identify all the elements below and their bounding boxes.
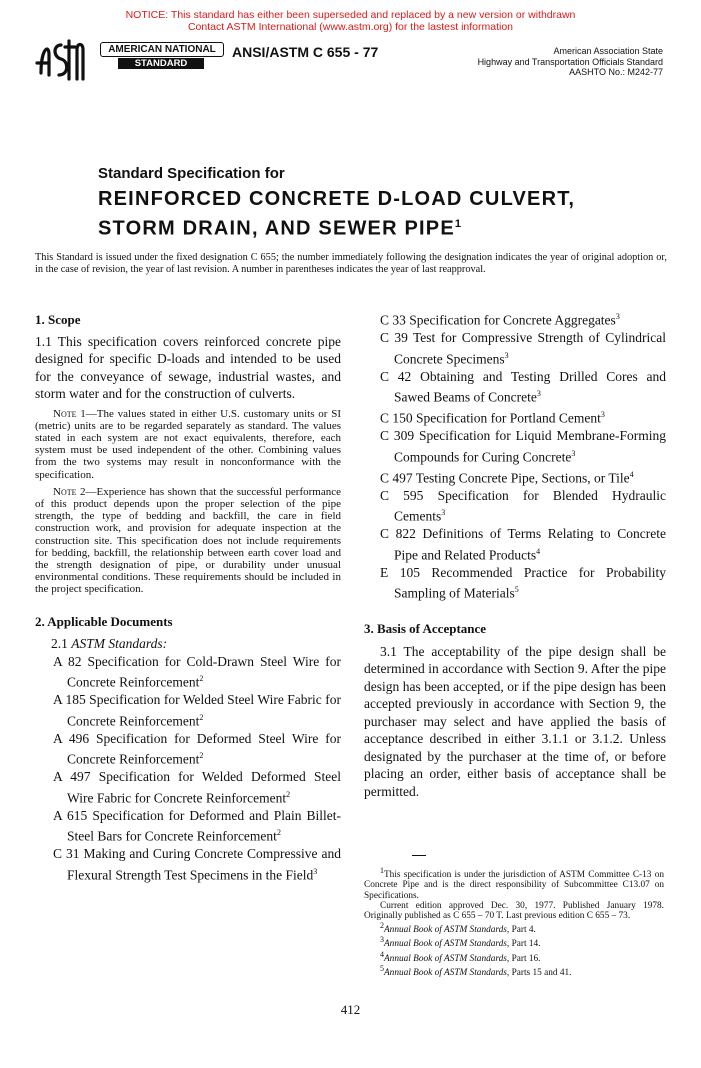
footnote-1: [364, 866, 664, 901]
astm-logo-icon: [35, 35, 87, 83]
reference-text: C 595 Specification for Blended Hydraulic Cements: [380, 487, 666, 524]
reference-footnote: 3: [441, 508, 446, 517]
note-1-text: —The values stated in either U.S. customary units or SI (metric) units are to be regarded separately as standard. The values stated in each system are not exact equivalents, therefore, each system must be used independent of the other. Combining values from the two systems may result in nonconformance with the specification.: [35, 407, 341, 481]
reference-item: [53, 653, 341, 692]
notice-line-1: NOTICE: This standard has either been superseded and replaced by a new version or withdrawn: [125, 9, 576, 21]
title-line-2: [98, 212, 575, 242]
footnote-5-mark: 5: [380, 964, 384, 973]
footnote-2-text: Part 4.: [511, 925, 536, 936]
aashto-line-1: American Association State: [553, 46, 663, 56]
note-2: [35, 486, 341, 596]
astm-standards-subheading: [35, 635, 341, 653]
notice-line-2: Contact ASTM International (www.astm.org) for the lastest information: [187, 21, 514, 33]
reference-text: A 496 Specification for Deformed Steel Wire for Concrete Reinforcement: [53, 730, 341, 767]
reference-item: [380, 564, 666, 603]
reference-item: [53, 730, 341, 769]
reference-footnote: 2: [199, 751, 204, 761]
title-line-2-text: STORM DRAIN, AND SEWER PIPE: [98, 217, 455, 240]
reference-footnote: 2: [286, 789, 291, 799]
reference-item: [380, 308, 666, 329]
reference-item: [380, 329, 666, 368]
footnote-book: Annual Book of ASTM Standards,: [384, 925, 510, 936]
footnote-rule: [412, 855, 426, 856]
footnote-1b: Current edition approved Dec. 30, 1977. Published January 1978. Originally published as C 655 – 70 T. Last previous edition C 655 – 73.: [364, 900, 664, 921]
aashto-block: [478, 46, 663, 78]
reference-text: C 39 Test for Compressive Strength of Cylindrical Concrete Specimens: [380, 330, 666, 366]
footnotes: [364, 866, 664, 978]
reference-footnote: 2: [199, 712, 204, 722]
footnote-3-mark: 3: [380, 935, 384, 945]
reference-text: C 33 Specification for Concrete Aggregates: [380, 312, 616, 328]
reference-footnote: 3: [600, 410, 605, 419]
reference-text: C 31 Making and Curing Concrete Compressive and Flexural Strength Test Specimens in the Field: [53, 846, 341, 883]
scope-paragraph: 1.1 This specification covers reinforced concrete pipe designed for specific D-loads and intended to be used for the conveyance of sewage, industrial wastes, and storm water and for the construction of culverts.: [35, 333, 341, 401]
footnote-1-mark: 1: [380, 866, 384, 875]
notice-banner: [0, 9, 701, 33]
reference-item: [53, 807, 341, 846]
ansi-badge-bottom: STANDARD: [118, 58, 204, 69]
title-line-1: REINFORCED CONCRETE D-LOAD CULVERT,: [98, 188, 576, 210]
page-number: 412: [340, 1002, 361, 1017]
reference-text: C 822 Definitions of Terms Relating to Concrete Pipe and Related Products: [380, 526, 666, 562]
reference-footnote: 3: [536, 389, 541, 398]
footnote-3: [364, 935, 664, 949]
reference-footnote: 3: [504, 350, 509, 360]
reference-footnote: 4: [629, 469, 634, 479]
footnote-2-mark: 2: [380, 921, 384, 931]
designation: ANSI/ASTM C 655 - 77: [232, 44, 379, 60]
ansi-badge-top: AMERICAN NATIONAL: [100, 42, 224, 57]
reference-item: [380, 487, 666, 526]
aashto-line-3: AASHTO No.: M242-77: [569, 67, 663, 77]
right-reference-list: [364, 308, 666, 602]
reference-item: [380, 368, 666, 407]
intro-paragraph: This Standard is issued under the fixed designation C 655; the number immediately following the designation indicates the year of original adoption or, in the case of revision, the year of last revision. A number in parentheses indicates the year of last reapproval.: [35, 252, 667, 275]
reference-text: A 615 Specification for Deformed and Plain Billet-Steel Bars for Concrete Reinforcement: [53, 807, 341, 844]
standard-for-label: Standard Specification for: [98, 165, 285, 182]
note-2-text: —Experience has shown that the successful performance of this product depends upon the proper selection of the pipe strength, the type of bedding and backfill, the care in field construction work, and provision for adequate inspection at the construction site. This specification does not include requirements for bedding, backfill, the relationship between earth cover load and the strength designation of pipe, or durability under unusual environmental conditions. These requirements should be included in the project specification.: [35, 485, 341, 596]
footnote-book: Annual Book of ASTM Standards,: [384, 968, 510, 979]
footnote-5: [364, 964, 664, 978]
footnote-3-text: Part 14.: [511, 939, 541, 950]
footnote-4: [364, 950, 664, 964]
reference-item: [380, 525, 666, 564]
reference-item: [53, 691, 341, 730]
reference-footnote: 5: [514, 585, 519, 594]
reference-footnote: 3: [571, 448, 576, 458]
reference-footnote: 3: [615, 312, 620, 321]
reference-item: [380, 427, 666, 466]
reference-text: C 309 Specification for Liquid Membrane-Forming Compounds for Curing Concrete: [380, 428, 666, 464]
ansi-badge: [100, 42, 224, 67]
footnote-4-text: Part 16.: [511, 953, 541, 964]
document-title: [98, 187, 575, 242]
reference-footnote: 2: [199, 674, 204, 684]
right-column: [364, 308, 666, 800]
footnote-1-text: This specification is under the jurisdiction of ASTM Committee C-13 on Concrete Pipe and is the direct responsibility of Subcommittee C13.07 on Specifications.: [364, 870, 664, 901]
basis-paragraph: 3.1 The acceptability of the pipe design shall be determined in accordance with Section 9. After the pipe design has been accepted, or if the pipe design has been accepted previously in accordance with Section 9, the purchaser may select and have applied the basis of acceptance described in either 3.1.1 or 3.1.2. Unless designated by the purchaser at the time of, or before placing an order, either basis of acceptance shall be permitted.: [364, 643, 666, 799]
left-column: [35, 311, 341, 884]
reference-footnote: 3: [313, 866, 318, 876]
reference-item: [53, 845, 341, 884]
footnote-book: Annual Book of ASTM Standards,: [384, 953, 510, 964]
reference-text: A 82 Specification for Cold-Drawn Steel Wire for Concrete Reinforcement: [53, 653, 341, 690]
footnote-4-mark: 4: [380, 949, 384, 959]
reference-text: E 105 Recommended Practice for Probability Sampling of Materials: [380, 564, 666, 601]
note-1: [35, 408, 341, 481]
reference-text: C 42 Obtaining and Testing Drilled Cores and Sawed Beams of Concrete: [380, 368, 666, 405]
aashto-line-2: Highway and Transportation Officials Standard: [477, 56, 663, 67]
reference-item: [380, 466, 666, 487]
note-2-label: Note 2: [53, 485, 86, 498]
astm-sub-number: 2.1: [51, 636, 68, 652]
footnote-book: Annual Book of ASTM Standards,: [384, 939, 510, 950]
reference-item: [380, 406, 666, 427]
reference-footnote: 2: [276, 828, 281, 838]
footnote-2: [364, 921, 664, 935]
footnote-5-text: Parts 15 and 41.: [511, 968, 572, 979]
reference-item: [53, 768, 341, 807]
reference-footnote: 4: [536, 546, 541, 556]
basis-heading: 3. Basis of Acceptance: [364, 621, 487, 636]
title-footnote-mark: 1: [454, 218, 461, 230]
reference-text: A 185 Specification for Welded Steel Wire Fabric for Concrete Reinforcement: [53, 692, 341, 729]
astm-sub-title: ASTM Standards:: [71, 636, 168, 652]
reference-text: C 497 Testing Concrete Pipe, Sections, or Tile: [380, 470, 630, 485]
left-reference-list: [35, 653, 341, 884]
scope-heading: 1. Scope: [35, 312, 81, 327]
reference-text: A 497 Specification for Welded Deformed Steel Wire Fabric for Concrete Reinforcement: [53, 769, 341, 806]
documents-heading: 2. Applicable Documents: [35, 613, 173, 629]
reference-text: C 150 Specification for Portland Cement: [380, 410, 601, 426]
note-1-label: Note 1: [53, 407, 86, 420]
